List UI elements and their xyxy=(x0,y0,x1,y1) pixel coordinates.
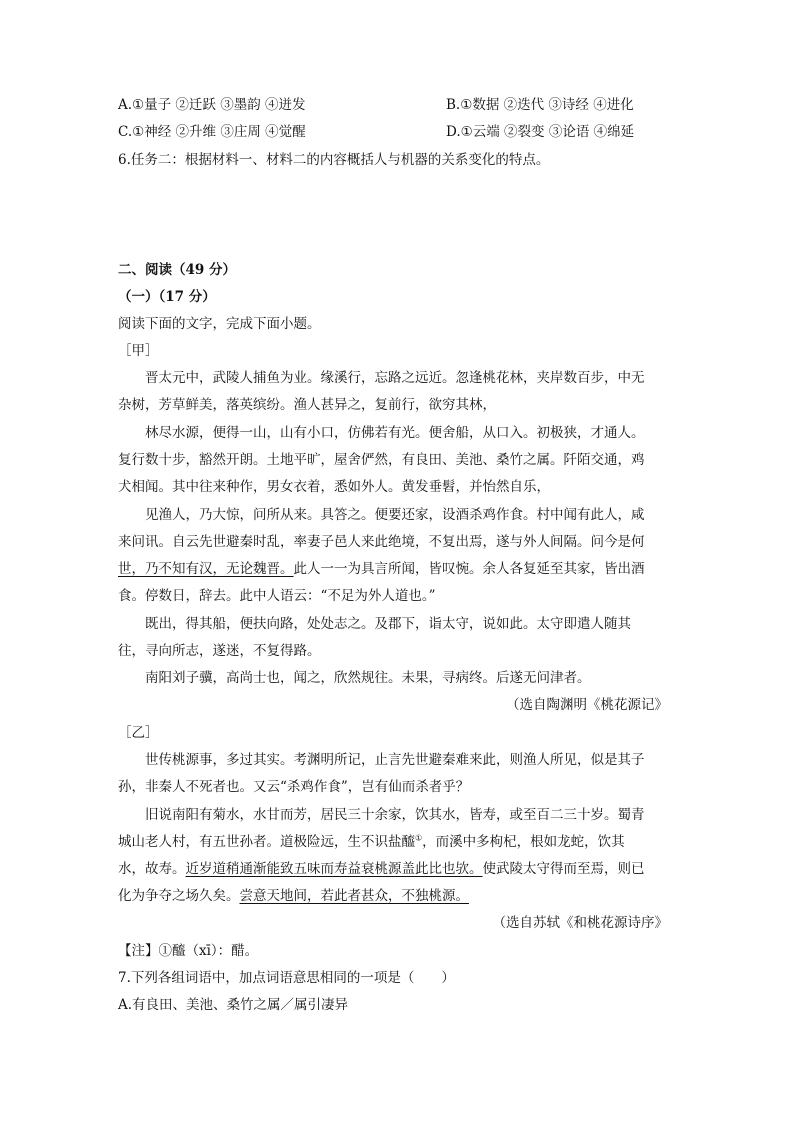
question-6: 6.任务二：根据材料一、材料二的内容概括人与机器的关系变化的特点。 xyxy=(118,152,550,168)
passage-yi-source: （选自苏轼《和桃花源诗序》 xyxy=(492,915,668,931)
passage-yi-line: 旧说南阳有菊水，水甘而芳，居民三十余家，饮其水，皆寿，或至百二三十岁。蜀青 xyxy=(145,807,645,823)
option-d: D.①云端 ②裂变 ③论语 ④绵延 xyxy=(446,124,635,140)
section-heading: 二、阅读（49 分） xyxy=(118,262,236,278)
subsection-heading: （一）（17 分） xyxy=(118,289,216,305)
option-b: B.①数据 ②迭代 ③诗经 ④进化 xyxy=(446,97,634,113)
passage-yi-line xyxy=(118,859,645,879)
passage-yi-line xyxy=(118,832,625,852)
passage-yi-label: ［乙］ xyxy=(118,725,159,741)
option-c: C.①神经 ②升维 ③庄周 ④觉醒 xyxy=(118,124,306,140)
passage-jia-label: ［甲］ xyxy=(118,343,159,359)
passage-jia-line: 杂树，芳草鲜美，落英缤纷。渔人甚异之，复前行，欲穷其林， xyxy=(118,397,496,413)
passage-jia-line: 南阳刘子骥，高尚士也，闻之，欣然规往。未果，寻病终。后遂无问津者。 xyxy=(145,670,591,686)
option-a: A.①量子 ②迁跃 ③墨韵 ④迸发 xyxy=(118,97,306,113)
passage-yi-line: 孙，非秦人不死者也。又云“杀鸡作食”，岂有仙而杀者乎？ xyxy=(118,779,470,795)
underlined-sentence: 尝意天地间，若此者甚众，不独桃源。 xyxy=(239,888,469,904)
passage-jia-text: 来问讯。自云先世避秦时乱，率妻子邑人来此绝境，不复出焉，遂与外人间隔。问今是何 xyxy=(118,534,645,550)
passage-jia-source: （选自陶渊明《桃花源记》 xyxy=(506,697,668,713)
passage-jia-line: 往，寻向所志，遂迷，不复得路。 xyxy=(118,643,321,659)
passage-jia-line xyxy=(118,559,645,579)
reading-instruction: 阅读下面的文字，完成下面小题。 xyxy=(118,316,321,332)
passage-yi-line xyxy=(118,886,469,906)
passage-yi-text: 水，故寿。 xyxy=(118,861,186,877)
question-7: 7.下列各组词语中，加点词语意思相同的一项是（ ） xyxy=(118,970,455,986)
passage-jia-line: 既出，得其船，便扶向路，处处志之。及郡下，诣太守，说如此。太守即遣人随其 xyxy=(145,616,631,632)
passage-yi-text: 使武陵太守得而至焉，则已 xyxy=(482,861,645,877)
question-7-option-a: A.有良田、美池、桑竹之属／属引凄异 xyxy=(118,997,349,1013)
passage-jia-line: 见渔人，乃大惊，问所从来。具答之。便要还家，设酒杀鸡作食。村中闻有此人，咸 xyxy=(145,507,645,523)
underlined-sentence: 世，乃不知有汉，无论魏晋。 xyxy=(118,561,294,577)
passage-yi-text: 化为争夺之场久矣。 xyxy=(118,888,240,904)
footnote: 【注】①醯（xī）：醋。 xyxy=(118,943,259,959)
passage-jia-line xyxy=(118,532,645,552)
passage-jia-line: 林尽水源，便得一山，山有小口，仿佛若有光。便舍船，从口入。初极狭，才通人。 xyxy=(145,425,645,441)
passage-jia-line: 食。停数日，辞去。此中人语云：“不足为外人道也。” xyxy=(118,588,436,604)
passage-jia-text: 此人一一为具言所闻，皆叹惋。余人各复延至其家，皆出酒 xyxy=(293,561,645,577)
passage-yi-text: 城山老人村，有五世孙者。道极险远，生不识盐醯 xyxy=(118,834,415,850)
passage-yi-text: ，而溪中多枸杞，根如龙蛇，饮其 xyxy=(422,834,625,850)
passage-jia-line: 犬相闻。其中往来种作，男女衣着，悉如外人。黄发垂髫，并怡然自乐， xyxy=(118,479,550,495)
footnote-marker: ① xyxy=(415,833,423,843)
passage-jia-line: 复行数十步，豁然开朗。土地平旷，屋舍俨然，有良田、美池、桑竹之属。阡陌交通，鸡 xyxy=(118,452,645,468)
underlined-sentence: 近岁道稍通渐能致五味而寿益衰桃源盖此比也欤。 xyxy=(185,861,483,877)
passage-yi-line: 世传桃源事，多过其实。考渊明所记，止言先世避秦难来此，则渔人所见，似是其子 xyxy=(145,752,645,768)
passage-jia-line: 晋太元中，武陵人捕鱼为业。缘溪行，忘路之远近。忽逢桃花林，夹岸数百步，中无 xyxy=(145,370,645,386)
